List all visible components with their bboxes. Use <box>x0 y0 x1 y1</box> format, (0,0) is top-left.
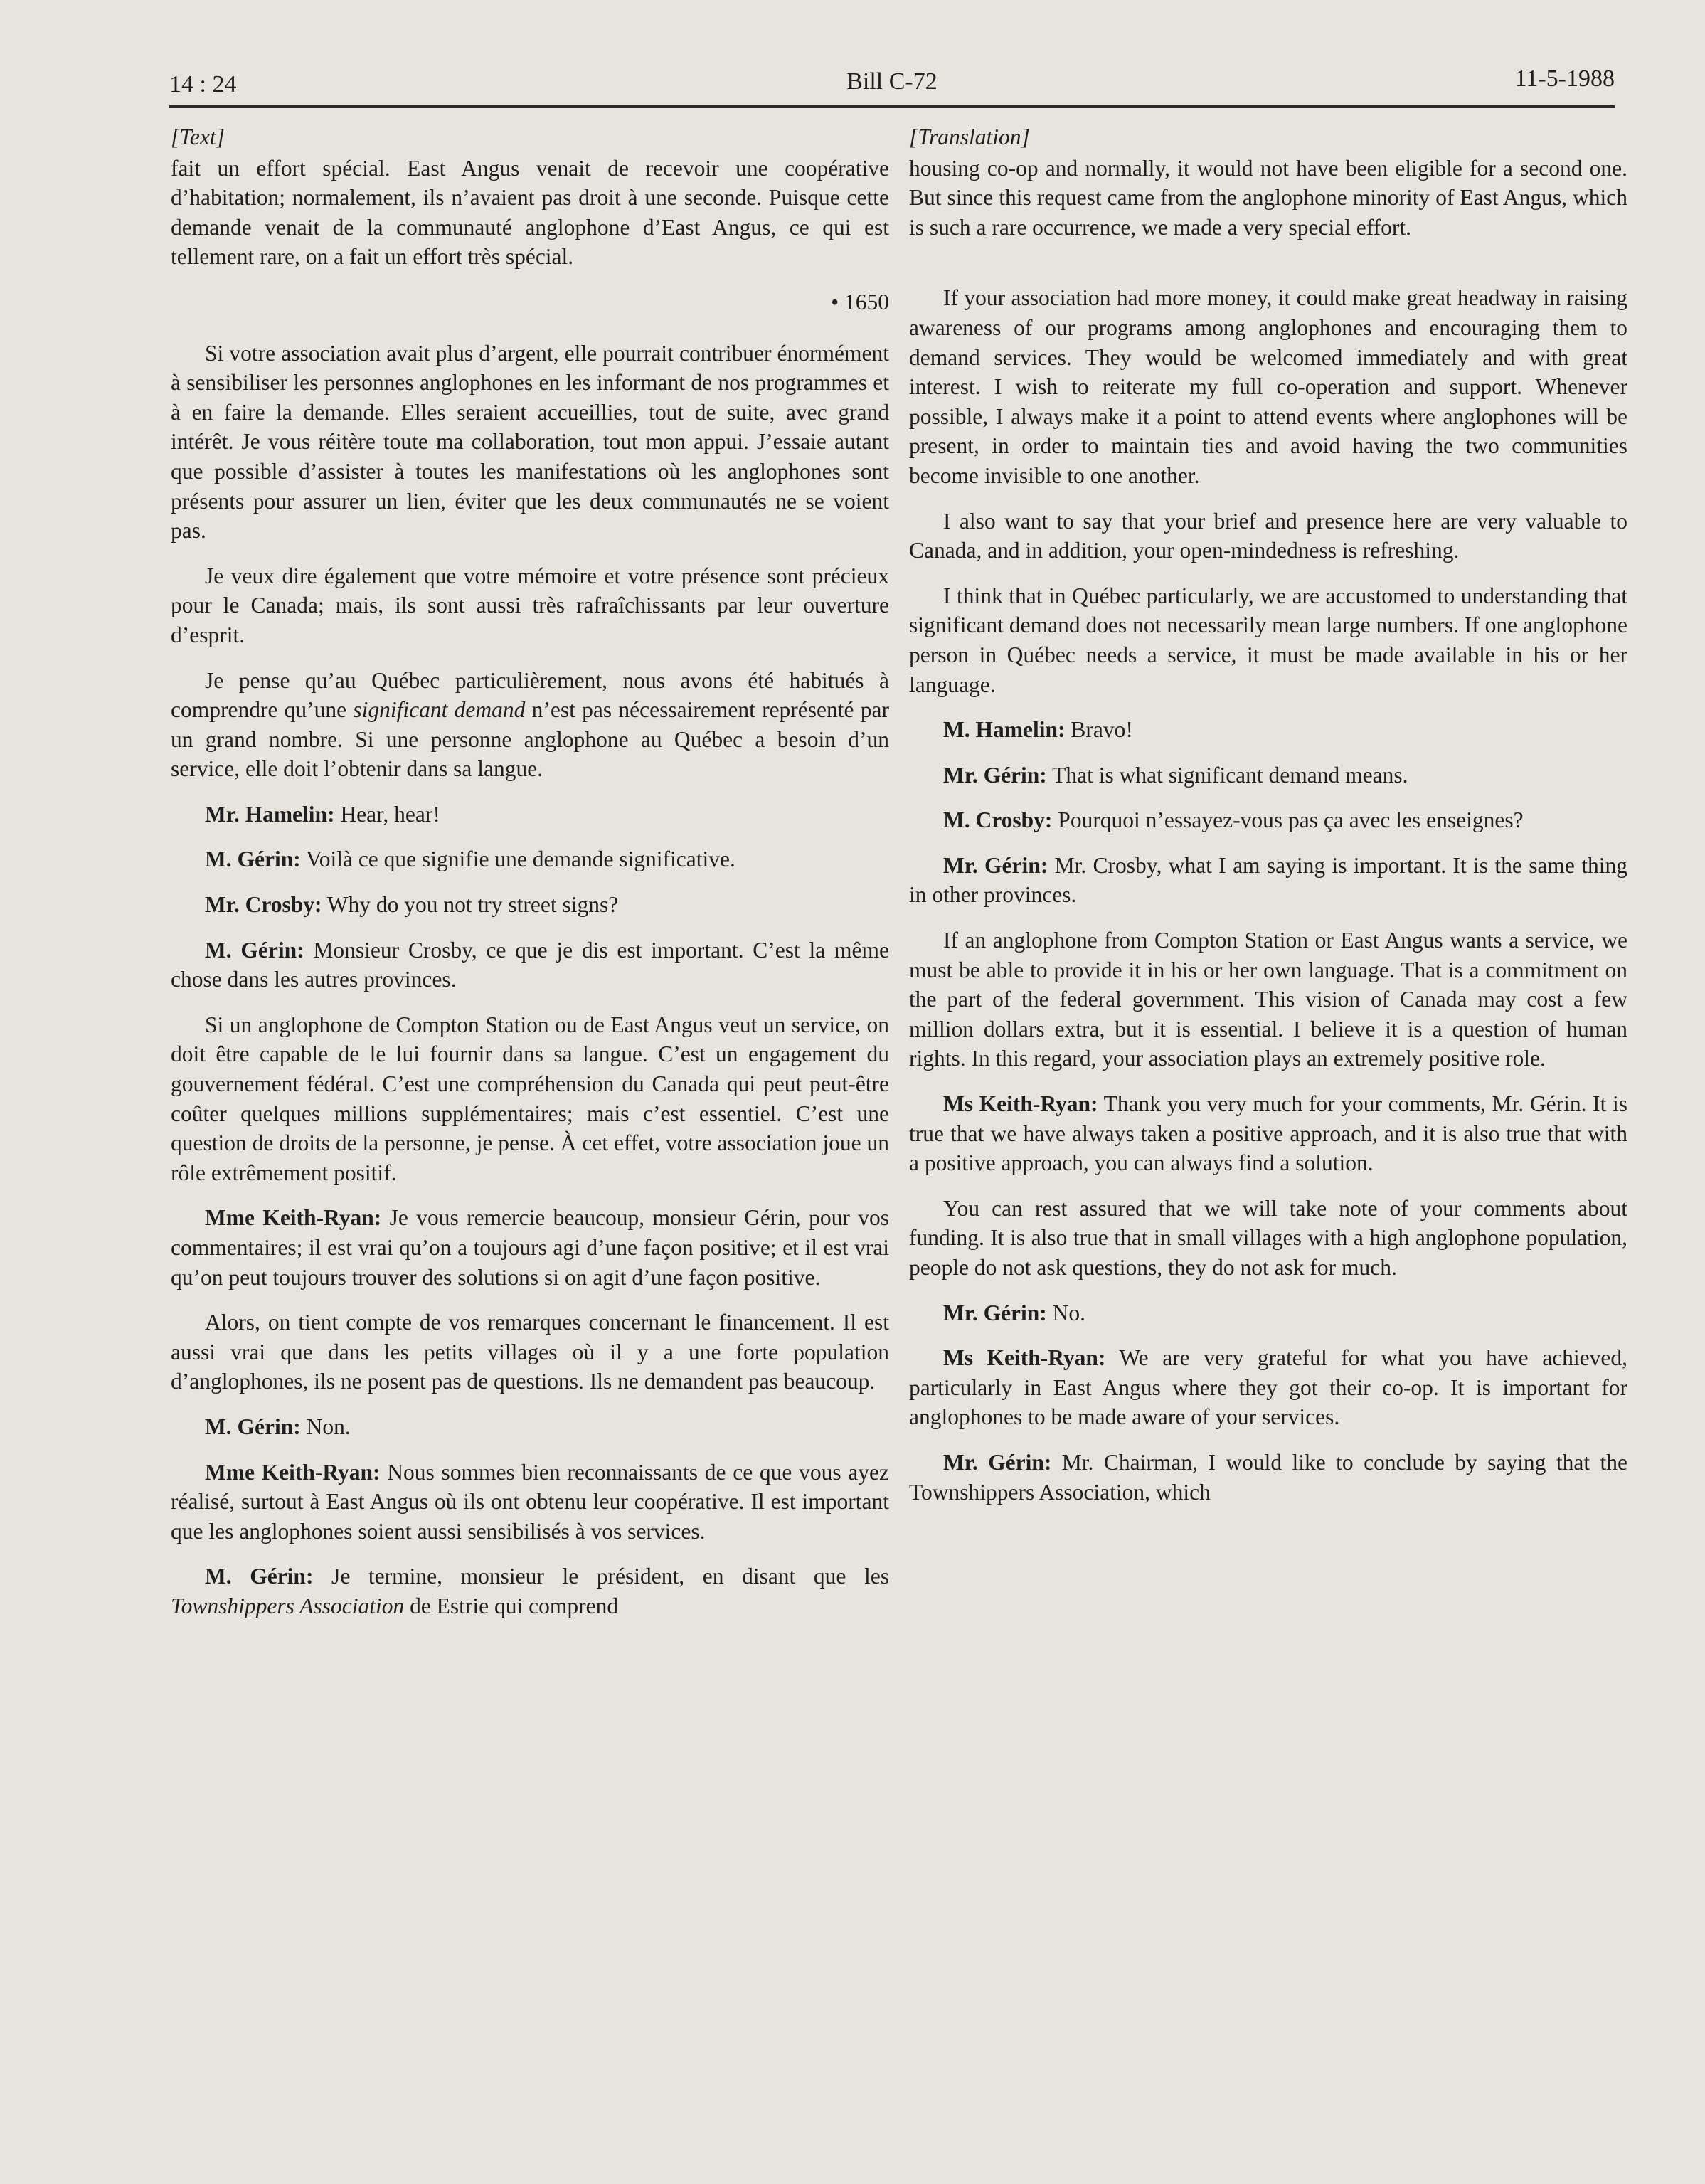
speech <box>909 1448 1627 1507</box>
speech <box>909 1298 1627 1328</box>
speaker-name: Mr. Hamelin: <box>205 801 335 827</box>
speech-text: That is what significant demand means. <box>1046 762 1408 788</box>
speaker-name: Mr. Gérin: <box>943 762 1047 788</box>
french-column <box>171 122 889 1637</box>
speech <box>909 805 1627 835</box>
speaker-name: M. Gérin: <box>205 847 301 872</box>
speech-text: Monsieur Crosby, ce que je dis est important. C’est la même chose dans les autres provinces. <box>171 937 889 992</box>
speech-text: Pourquoi n’essayez-vous pas ça avec les enseignes? <box>1052 807 1524 833</box>
speech <box>909 1343 1627 1432</box>
speech <box>171 1203 889 1292</box>
speech-text: Nous sommes bien reconnaissants de ce que vous ayez réalisé, surtout à East Angus où ils ont obtenu leur coopérative. Il est important que les anglophones soient aussi sensibilisés à vos services. <box>171 1459 889 1544</box>
speech <box>171 890 889 920</box>
paragraph: fait un effort spécial. East Angus venait de recevoir une coopérative d’habitation; normalement, ils n’avaient pas droit à une seconde. Puisque cette demande venait de la communauté anglophone d’East Angus, ce qui est tellement rare, on a fait un effort très spécial. <box>171 155 889 270</box>
speaker-name: Ms Keith-Ryan: <box>943 1345 1106 1371</box>
speech-text: Bravo! <box>1065 717 1133 743</box>
speech-text: No. <box>1046 1300 1086 1325</box>
paragraph: Alors, on tient compte de vos remarques concernant le financement. Il est aussi vrai que dans les petits villages où il y a une forte population d’anglophones, ils ne posent pas de questions. Ils ne demandent pas beaucoup. <box>171 1310 889 1394</box>
paragraph: Si votre association avait plus d’argent, elle pourrait contribuer énormément à sensibiliser les personnes anglophones en les informant de nos programmes et à en faire la demande. Elles seraient accueillies, tout de suite, avec grand intérêt. Je vous réitère toute ma collaboration, tout mon appui. J’essaie autant que possible d’assister à toutes les manifestations où les anglophones sont présents pour assurer un lien, éviter que les deux communautés ne se voient pas. <box>171 340 889 544</box>
speaker-name: M. Gérin: <box>205 937 304 963</box>
page-number: 14 : 24 <box>169 71 237 97</box>
speech <box>171 935 889 995</box>
speaker-name: M. Gérin: <box>205 1414 301 1439</box>
speaker-name: M. Gérin: <box>205 1564 314 1589</box>
speaker-name: Mr. Crosby: <box>205 892 322 918</box>
text-label: [Text] <box>171 124 225 149</box>
speech-text: Je vous remercie beaucoup, monsieur Gérin, pour vos commentaires; il est vrai qu’on a toujours agi d’une façon positive; et il est vrai qu’on peut toujours trouver des solutions si on agit d’une façon positive. <box>171 1205 889 1290</box>
speech-text: Thank you very much for your comments, Mr. Gérin. It is true that we have always taken a positive approach, and it is also true that with a positive approach, you can always find a solution. <box>909 1091 1627 1176</box>
speech <box>171 1562 889 1621</box>
speech-text: Hear, hear! <box>334 801 440 827</box>
speech-text: de Estrie qui comprend <box>404 1593 619 1618</box>
speech <box>909 1089 1627 1178</box>
paragraph <box>171 666 889 784</box>
paragraph: I also want to say that your brief and presence here are very valuable to Canada, and in addition, your open-mindedness is refreshing. <box>909 508 1627 563</box>
paragraph: Si un anglophone de Compton Station ou de East Angus veut un service, on doit être capable de le lui fournir dans sa langue. C’est un engagement du gouvernement fédéral. C’est une compréhension du Canada qui peut peut-être coûter quelques millions supplémentaires; mais c’est essentiel. C’est une question de droits de la personne, je pense. À cet effet, votre association joue un rôle extrêmement positif. <box>171 1012 889 1185</box>
speaker-name: Mr. Gérin: <box>943 1449 1052 1475</box>
speaker-name: M. Hamelin: <box>943 717 1066 743</box>
paragraph: Je veux dire également que votre mémoire et votre présence sont précieux pour le Canada; mais, ils sont aussi très rafraîchissants par leur ouverture d’esprit. <box>171 563 889 647</box>
speech <box>171 1458 889 1547</box>
speech-text: Voilà ce que signifie une demande significative. <box>300 847 735 872</box>
bill-title: Bill C-72 <box>846 68 938 95</box>
italic-term: significant demand <box>353 697 526 723</box>
speech-text: Why do you not try street signs? <box>322 892 619 918</box>
speaker-name: Mr. Gérin: <box>943 1300 1047 1325</box>
speaker-name: M. Crosby: <box>943 807 1053 833</box>
speech-text: Je termine, monsieur le président, en disant que les <box>313 1564 889 1589</box>
paragraph: You can rest assured that we will take note of your comments about funding. It is also true that in small villages with a high anglophone population, people do not ask questions, they do not ask for much. <box>909 1195 1627 1280</box>
paragraph-text: n’est pas nécessairement représenté par un grand nombre. Si une personne anglophone au Québec a besoin d’un service, elle doit l’obtenir dans sa langue. <box>171 697 889 782</box>
speech <box>171 1412 889 1442</box>
speaker-name: Mme Keith-Ryan: <box>205 1459 381 1485</box>
spacer <box>909 258 1627 283</box>
page-header <box>169 65 1615 108</box>
speech <box>171 800 889 829</box>
translation-label: [Translation] <box>909 124 1030 149</box>
paragraph: If an anglophone from Compton Station or East Angus wants a service, we must be able to provide it in his or her own language. That is a commitment on the part of the federal government. This vision of Canada may cost a few million dollars extra, but it is essential. I believe it is a question of human rights. In this regard, your association plays an extremely positive role. <box>909 928 1627 1071</box>
speech-text: We are very grateful for what you have achieved, particularly in East Angus where they got their co-op. It is important for anglophones to be made aware of your services. <box>909 1345 1628 1430</box>
sitting-date: 11-5-1988 <box>1514 65 1615 92</box>
english-column <box>909 122 1627 1522</box>
speech <box>909 851 1627 910</box>
paragraph: housing co-op and normally, it would not have been eligible for a second one. But since this request came from the anglophone minority of East Angus, which is such a rare occurrence, we made a very special effort. <box>909 155 1627 240</box>
speech <box>171 844 889 874</box>
speech-text: Non. <box>300 1414 351 1439</box>
speech <box>909 715 1627 745</box>
speaker-name: Ms Keith-Ryan: <box>943 1091 1098 1117</box>
paragraph: I think that in Québec particularly, we are accustomed to understanding that significant demand does not necessarily mean large numbers. If one anglophone person in Québec needs a service, it must be made available in his or her language. <box>909 583 1627 697</box>
timestamp: • 1650 <box>831 289 889 314</box>
paragraph-text: Je pense qu’au Québec particulièrement, nous avons été habitués à comprendre qu’une <box>171 667 889 723</box>
speaker-name: Mr. Gérin: <box>943 852 1048 878</box>
speech-text: Mr. Crosby, what I am saying is important. It is the same thing in other provinces. <box>909 852 1627 908</box>
paragraph: If your association had more money, it could make great headway in raising awareness of our programs among anglophones and encouraging them to demand services. They would be welcomed immediately and with great interest. I wish to reiterate my full co-operation and support. Whenever possible, I always make it a point to attend events where anglophones will be present, in order to maintain ties and avoid having the two communities become invisible to one another. <box>909 285 1627 488</box>
speech <box>909 760 1627 790</box>
speech-text: Mr. Chairman, I would like to conclude by saying that the Townshippers Association, which <box>909 1449 1627 1505</box>
speaker-name: Mme Keith-Ryan: <box>205 1205 382 1231</box>
italic-term: Townshippers Association <box>171 1593 405 1618</box>
